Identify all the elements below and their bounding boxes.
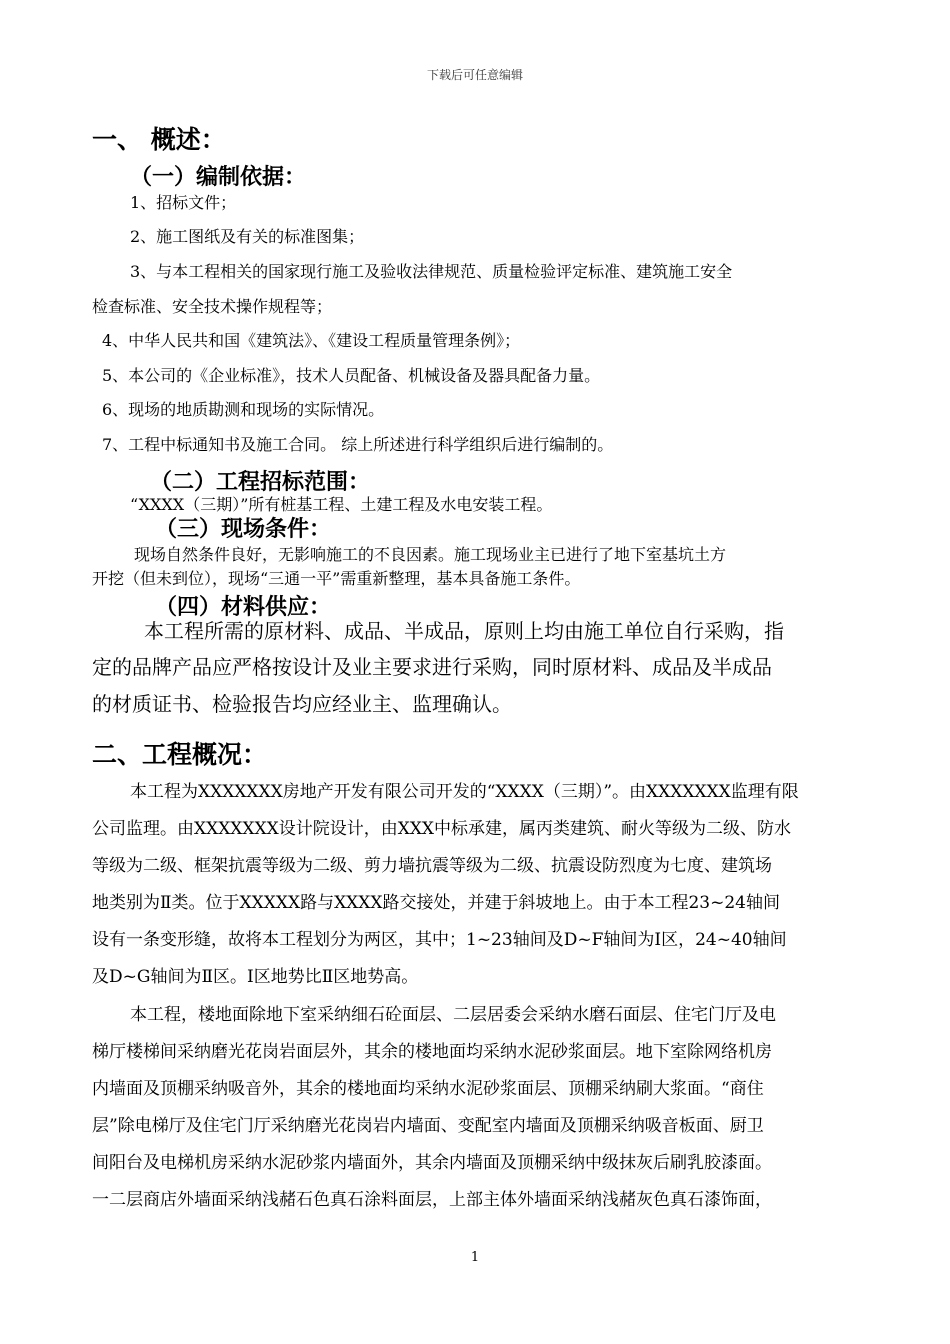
section-1-title: 一、 概述：	[92, 125, 226, 154]
overview-para1-line-5: 设有一条变形缝，故将本工程划分为两区，其中；1~23轴间及D~F轴间为Ⅰ区，24~40轴间	[92, 930, 787, 950]
basis-item-1: 1、招标文件；	[130, 193, 237, 212]
supply-line-3: 的材质证书、检验报告均应经业主、监理确认。	[92, 692, 512, 716]
basis-item-4: 4、中华人民共和国《建筑法》、《建设工程质量管理条例》；	[102, 331, 521, 350]
site-conditions-line-2: 开挖（但未到位），现场“三通一平”需重新整理，基本具备施工条件。	[92, 569, 581, 588]
overview-para2-line-5: 间阳台及电梯机房采纳水泥砂浆内墙面外，其余内墙面及顶棚采纳中级抹灰后刷乳胶漆面。	[92, 1153, 772, 1173]
basis-item-2: 2、施工图纸及有关的标准图集；	[130, 227, 365, 246]
supply-line-2: 定的品牌产品应严格按设计及业主要求进行采购，同时原材料、成品及半成品	[92, 655, 772, 679]
supply-line-1: 本工程所需的原材料、成品、半成品，原则上均由施工单位自行采购，指	[144, 619, 784, 643]
overview-para1-line-1: 本工程为XXXXXXX房地产开发有限公司开发的“XXXX（三期）”。由XXXXXXX监理有限	[130, 782, 799, 802]
page-header: 下载后可任意编辑	[426, 68, 523, 82]
bid-scope-text: “XXXX（三期）”所有桩基工程、土建工程及水电安装工程。	[130, 495, 553, 514]
section-2-title: 二、工程概况：	[92, 740, 268, 769]
page-number: 1	[470, 1250, 480, 1265]
overview-para2-line-3: 内墙面及顶棚采纳吸音外，其余的楼地面均采纳水泥砂浆面层、顶棚采纳刷大浆面。“商住	[92, 1079, 764, 1099]
overview-para1-line-3: 等级为二级、框架抗震等级为二级、剪力墙抗震等级为二级、抗震设防烈度为七度、建筑场	[92, 856, 772, 876]
overview-para2-line-6: 一二层商店外墙面采纳浅赭石色真石涂料面层，上部主体外墙面采纳浅赭灰色真石漆饰面，	[92, 1190, 772, 1210]
subsection-4-title: （四）材料供应：	[155, 595, 332, 620]
overview-para2-line-2: 梯厅楼梯间采纳磨光花岗岩面层外，其余的楼地面均采纳水泥砂浆面层。地下室除网络机房	[92, 1042, 772, 1062]
subsection-1-title: （一）编制依据：	[130, 165, 307, 190]
basis-item-3: 3、与本工程相关的国家现行施工及验收法律规范、质量检验评定标准、建筑施工安全	[130, 262, 733, 281]
basis-item-5: 5、本公司的《企业标准》，技术人员配备、机械设备及器具配备力量。	[102, 366, 601, 385]
subsection-2-title: （二）工程招标范围：	[150, 470, 371, 495]
overview-para2-line-1: 本工程，楼地面除地下室采纳细石砼面层、二层居委会采纳水磨石面层、住宅门厅及电	[130, 1005, 776, 1025]
overview-para1-line-6: 及D~G轴间为Ⅱ区。Ⅰ区地势比Ⅱ区地势高。	[92, 967, 419, 987]
basis-item-7: 7、工程中标通知书及施工合同。 综上所述进行科学组织后进行编制的。	[102, 435, 614, 454]
overview-para2-line-4: 层”除电梯厅及住宅门厅采纳磨光花岗岩内墙面、变配室内墙面及顶棚采纳吸音板面、厨卫	[92, 1116, 764, 1136]
basis-item-6: 6、现场的地质勘测和现场的实际情况。	[102, 400, 385, 419]
subsection-3-title: （三）现场条件：	[155, 517, 332, 542]
overview-para1-line-4: 地类别为Ⅱ类。位于XXXXX路与XXXX路交接处，并建于斜坡地上。由于本工程23~24轴间	[92, 893, 780, 913]
site-conditions-line-1: 现场自然条件良好，无影响施工的不良因素。施工现场业主已进行了地下室基坑土方	[134, 545, 727, 564]
basis-item-3-cont: 检查标准、安全技术操作规程等；	[92, 297, 333, 316]
overview-para1-line-2: 公司监理。由XXXXXXX设计院设计，由XXX中标承建，属丙类建筑、耐火等级为二级、防水	[92, 819, 792, 839]
